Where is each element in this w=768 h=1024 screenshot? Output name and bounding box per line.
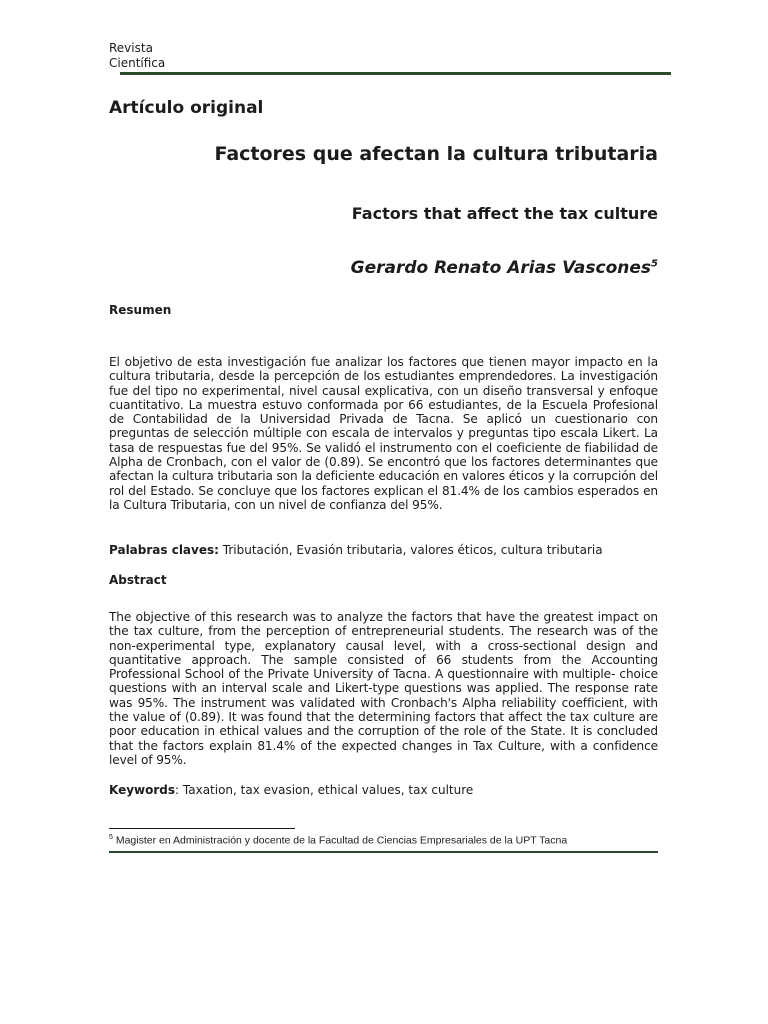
journal-name: Revista Científica bbox=[109, 41, 166, 70]
article-title-en: Factors that affect the tax culture bbox=[351, 204, 658, 223]
keywords bbox=[109, 783, 473, 797]
author-footnote-mark[interactable]: 5 bbox=[651, 258, 658, 270]
author-line bbox=[351, 258, 658, 278]
footnote-separator bbox=[109, 828, 295, 829]
palabras-claves-text: Tributación, Evasión tributaria, valores éticos, cultura tributaria bbox=[222, 543, 603, 557]
abstract-text: The objective of this research was to analyze the factors that have the greatest impact on the tax culture, from the perception of entrepreneurial students. The research was of the non-experimental type, explanatory causal level, with a cross-sectional design and quantitative approach. The sample consisted of 66 students from the Accounting Professional School of the Private University of Tacna. A questionnaire with multiple- choice questions with an interval scale and Likert-type questions was applied. The response rate was 95%. The instrument was validated with Cronbach's Alpha reliability coefficient, with the value of (0.89). It was found that the determining factors that affect the tax culture are poor education in ethical values and the corruption of the role of the State. It is concluded that the factors explain 81.4% of the expected changes in Tax Culture, with a confidence level of 95%. bbox=[109, 610, 658, 767]
keywords-text: : Taxation, tax evasion, ethical values, tax culture bbox=[175, 783, 474, 797]
footnote-mark: 5 bbox=[109, 834, 113, 841]
section-label: Artículo original bbox=[109, 98, 264, 118]
resumen-text: El objetivo de esta investigación fue analizar los factores que tienen mayor impacto en la cultura tributaria, desde la percepción de los estudiantes emprendedores. La investigación fue del tipo no experimental, nivel causal explicativa, con un diseño transversal y enfoque cuantitativo. La muestra estuvo conformada por 66 estudiantes, de la Escuela Profesional de Contabilidad de la Universidad Privada de Tacna. Se aplicó un cuestionario con preguntas de selección múltiple con escala de intervalos y preguntas tipo escala Likert. La tasa de respuestas fue del 95%. Se validó el instrumento con el coeficiente de fiabilidad de Alpha de Cronbach, con el valor de (0.89). Se encontró que los factores determinantes que afectan la cultura tributaria son la deficiente educación en valores éticos y la corrupción del rol del Estado. Se concluye que los factores explican el 81.4% de los cambios esperados en la Cultura Tributaria, con un nivel de confianza del 95%. bbox=[109, 355, 658, 512]
abstract-heading: Abstract bbox=[109, 573, 167, 587]
footer-divider bbox=[109, 851, 658, 853]
footnote-text: Magister en Administración y docente de la Facultad de Ciencias Empresariales de la UPT Tacna bbox=[112, 834, 568, 847]
palabras-claves bbox=[109, 543, 603, 557]
resumen-heading: Resumen bbox=[109, 303, 172, 317]
palabras-claves-label: Palabras claves: bbox=[109, 543, 219, 557]
keywords-label: Keywords bbox=[109, 783, 176, 797]
header-divider bbox=[120, 72, 671, 75]
article-title-es: Factores que afectan la cultura tributaria bbox=[214, 143, 658, 165]
author-name: Gerardo Renato Arias Vascones bbox=[350, 258, 652, 278]
footnote bbox=[109, 834, 567, 847]
